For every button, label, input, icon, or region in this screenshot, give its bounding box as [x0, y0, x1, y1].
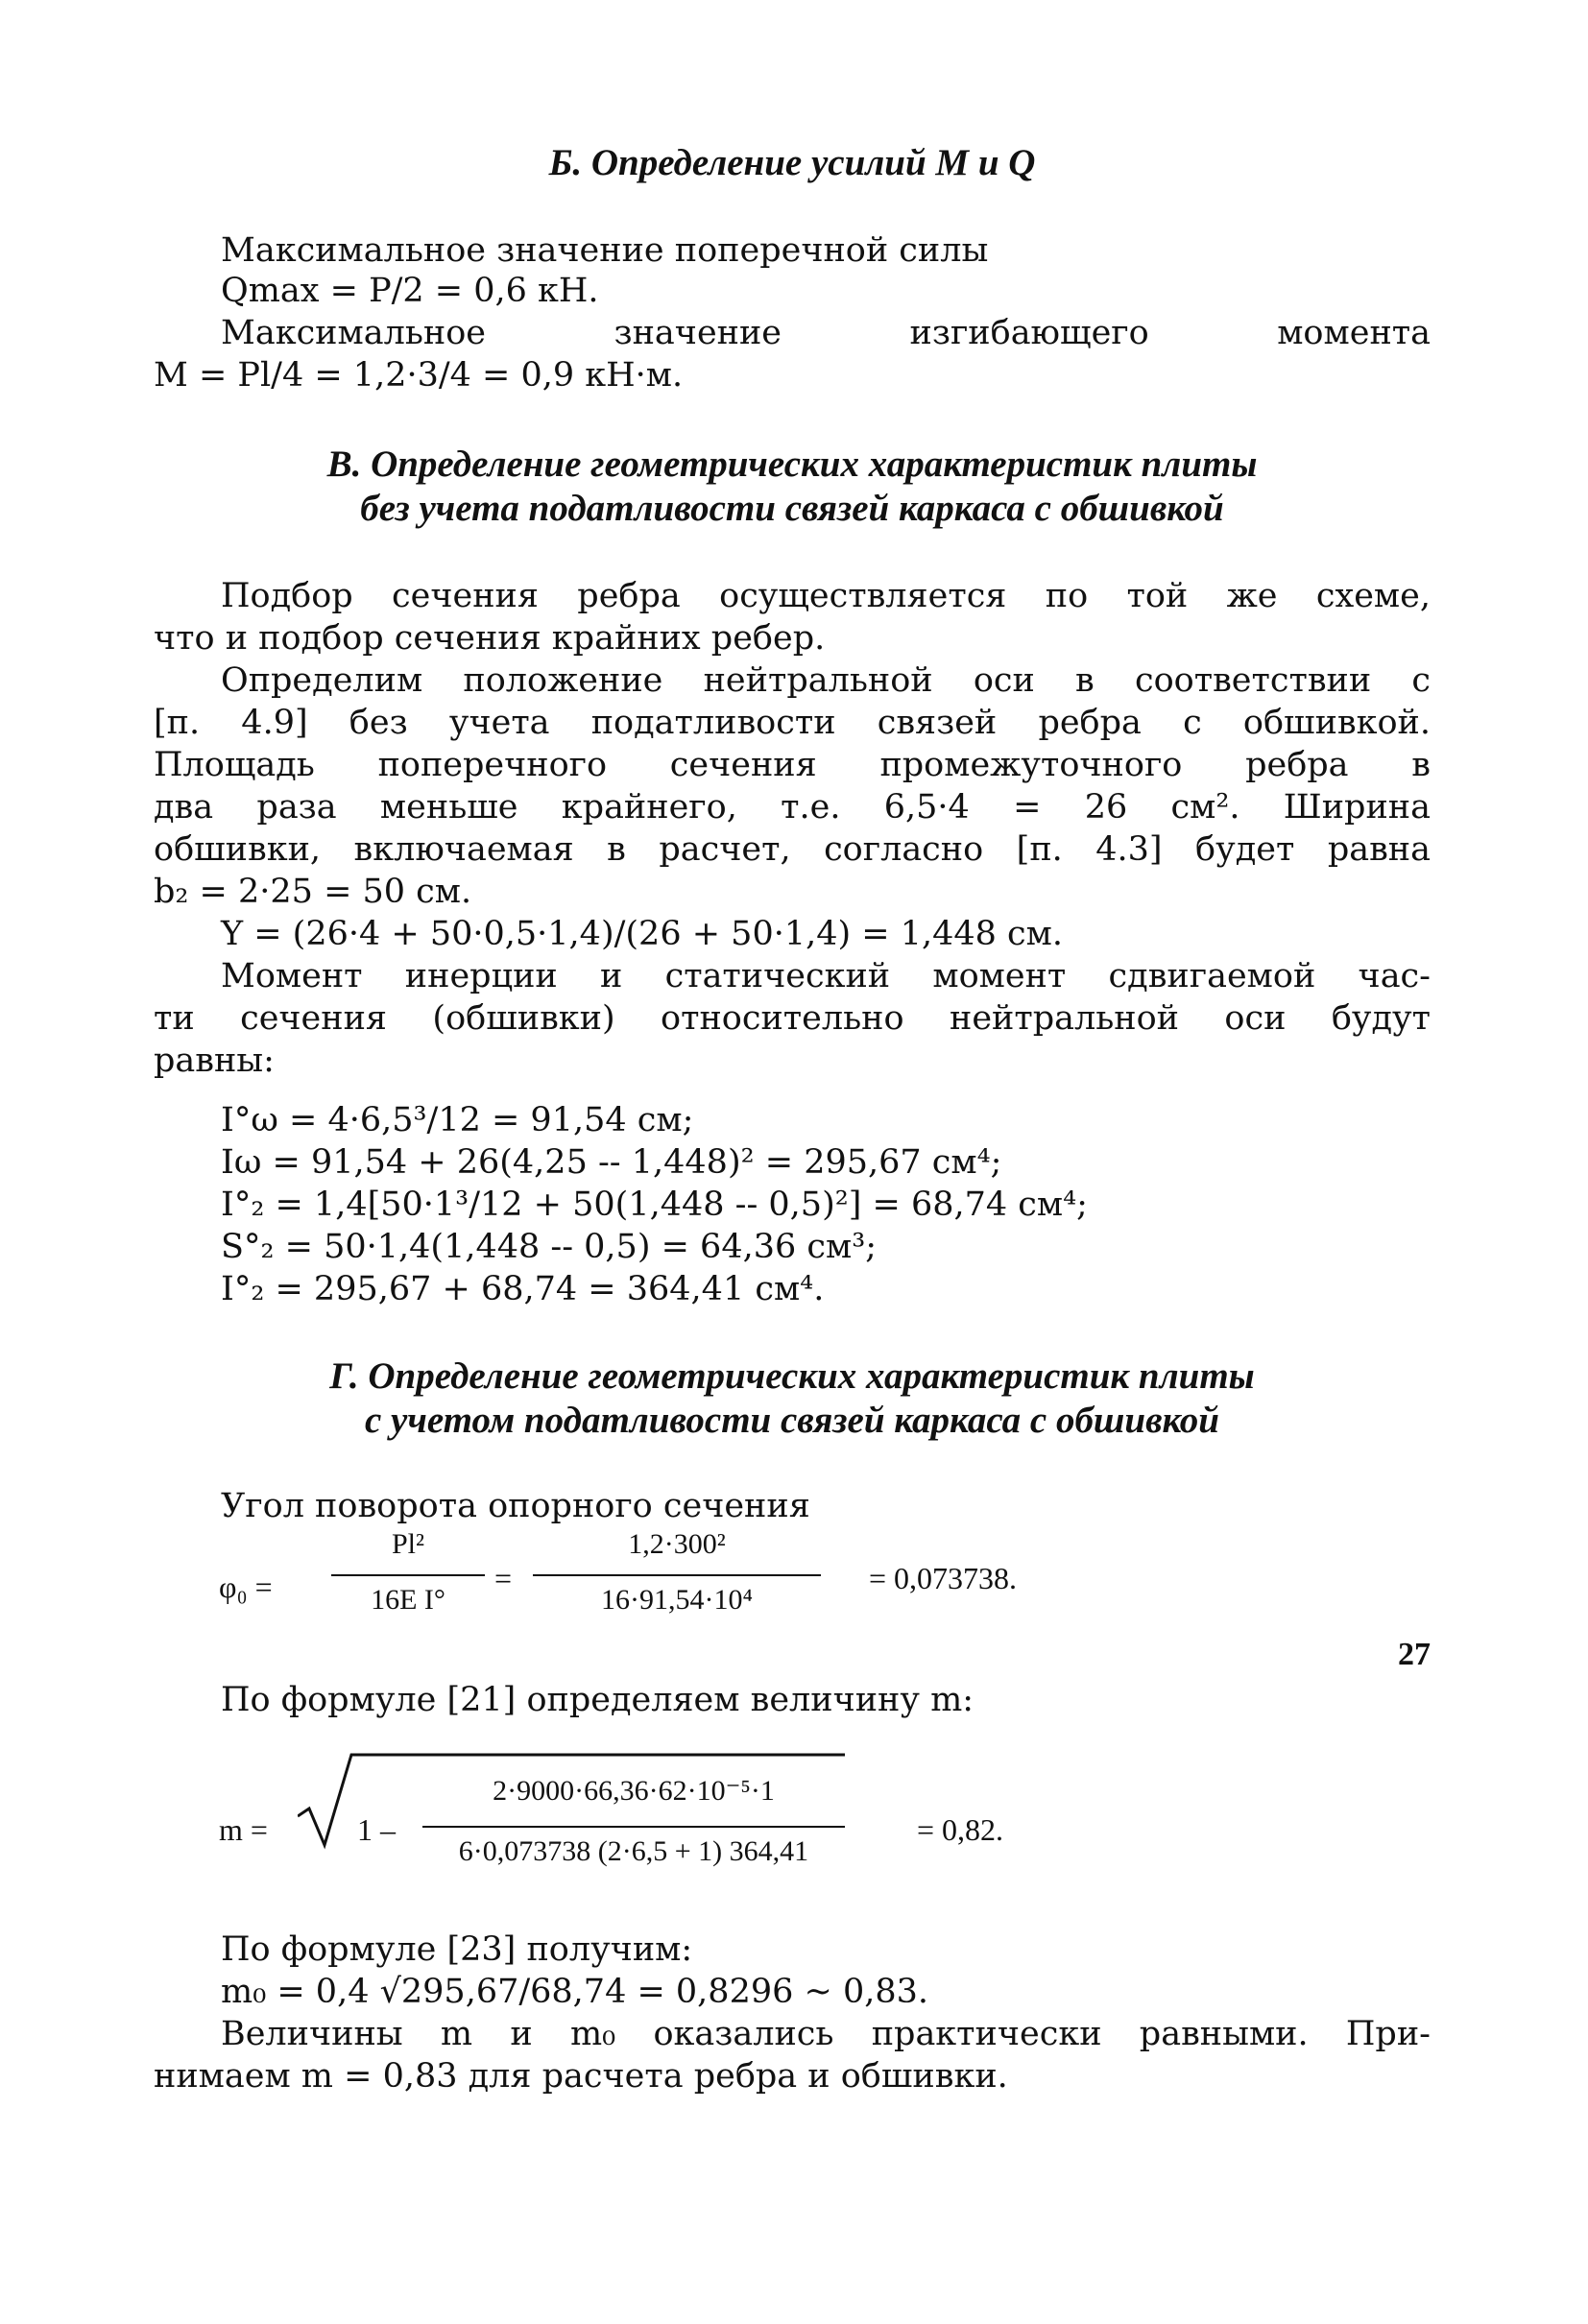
equation-4: S°₂ = 50·1,4(1,448 -- 0,5) = 64,36 см³;	[221, 1228, 878, 1266]
paragraph-line: обшивки, включаемая в расчет, согласно [п. 4.3] будет равна	[154, 830, 1431, 869]
paragraph-line: По формуле [23] получим:	[221, 1930, 693, 1969]
phi-result: = 0,073738.	[869, 1561, 1018, 1595]
fraction-bar	[331, 1574, 485, 1576]
paragraph-line: Угол поворота опорного сечения	[221, 1487, 810, 1525]
m-lhs: m =	[219, 1812, 268, 1847]
phi-numerator-1: Pl²	[391, 1528, 424, 1560]
phi-equals: =	[494, 1561, 513, 1595]
paragraph-line: b₂ = 2·25 = 50 см.	[154, 873, 472, 911]
paragraph-line: Подбор сечения ребра осуществляется по той же схеме,	[221, 577, 1431, 615]
formula-qmax: Qmax = P/2 = 0,6 кН.	[221, 272, 599, 310]
section-heading-b: Б. Определение усилий M и Q	[548, 142, 1036, 183]
page-number: 27	[1398, 1637, 1431, 1672]
paragraph-line: [п. 4.9] без учета податливости связей ребра с обшивкой.	[154, 704, 1431, 742]
m-denominator: 6·0,073738 (2·6,5 + 1) 364,41	[458, 1835, 809, 1867]
formula-m0: m₀ = 0,4 √295,67/68,74 = 0,8296 ~ 0,83.	[221, 1973, 929, 2011]
section-heading-g-line2: с учетом податливости связей каркаса с обшивкой	[364, 1400, 1219, 1441]
phi-numerator-2: 1,2·300²	[628, 1528, 726, 1560]
paragraph-line: Величины m и m₀ оказались практически равными. При-	[221, 2015, 1431, 2053]
section-heading-g-line1: Г. Определение геометрических характеристик плиты	[329, 1355, 1255, 1397]
paragraph-line: нимаем m = 0,83 для расчета ребра и обшивки.	[154, 2057, 1008, 2096]
phi-denominator-1: 16E I°	[371, 1584, 445, 1616]
paragraph-line: два раза меньше крайнего, т.е. 6,5·4 = 26 см². Ширина	[154, 788, 1431, 827]
paragraph-line: Момент инерции и статический момент сдвигаемой час-	[221, 957, 1431, 995]
paragraph-line: Максимальное значение изгибающего момента	[221, 314, 1431, 352]
paragraph-line: Определим положение нейтральной оси в соответствии с	[221, 661, 1431, 700]
m-numerator: 2·9000·66,36·62·10⁻⁵·1	[493, 1775, 775, 1807]
fraction-bar	[422, 1826, 845, 1828]
phi-denominator-2: 16·91,54·10⁴	[601, 1584, 753, 1616]
fraction-bar	[533, 1574, 821, 1576]
m-one-minus: 1 –	[357, 1812, 396, 1847]
formula-y: Y = (26·4 + 50·0,5·1,4)/(26 + 50·1,4) = 1,448 см.	[221, 915, 1063, 953]
paragraph-line: По формуле [21] определяем величину m:	[221, 1681, 974, 1719]
section-heading-v-line1: В. Определение геометрических характеристик плиты	[326, 443, 1258, 485]
section-heading-v-line2: без учета податливости связей каркаса с обшивкой	[360, 488, 1224, 529]
equation-1: I°ω = 4·6,5³/12 = 91,54 см;	[221, 1101, 694, 1139]
m-result: = 0,82.	[917, 1812, 1004, 1847]
paragraph-line: что и подбор сечения крайних ребер.	[154, 619, 826, 658]
phi-lhs: φ₀ =	[219, 1569, 273, 1604]
paragraph-line: Площадь поперечного сечения промежуточного ребра в	[154, 746, 1431, 784]
equation-3: I°₂ = 1,4[50·1³/12 + 50(1,448 -- 0,5)²] = 68,74 см⁴;	[221, 1186, 1088, 1224]
paragraph-line: ти сечения (обшивки) относительно нейтральной оси будут	[154, 999, 1431, 1038]
paragraph-line: Максимальное значение поперечной силы	[221, 231, 989, 270]
paragraph-line: равны:	[154, 1042, 275, 1080]
formula-moment: M = Pl/4 = 1,2·3/4 = 0,9 кН·м.	[154, 356, 684, 395]
equation-2: Iω = 91,54 + 26(4,25 -- 1,448)² = 295,67 см⁴;	[221, 1143, 1002, 1182]
equation-5: I°₂ = 295,67 + 68,74 = 364,41 см⁴.	[221, 1270, 825, 1308]
